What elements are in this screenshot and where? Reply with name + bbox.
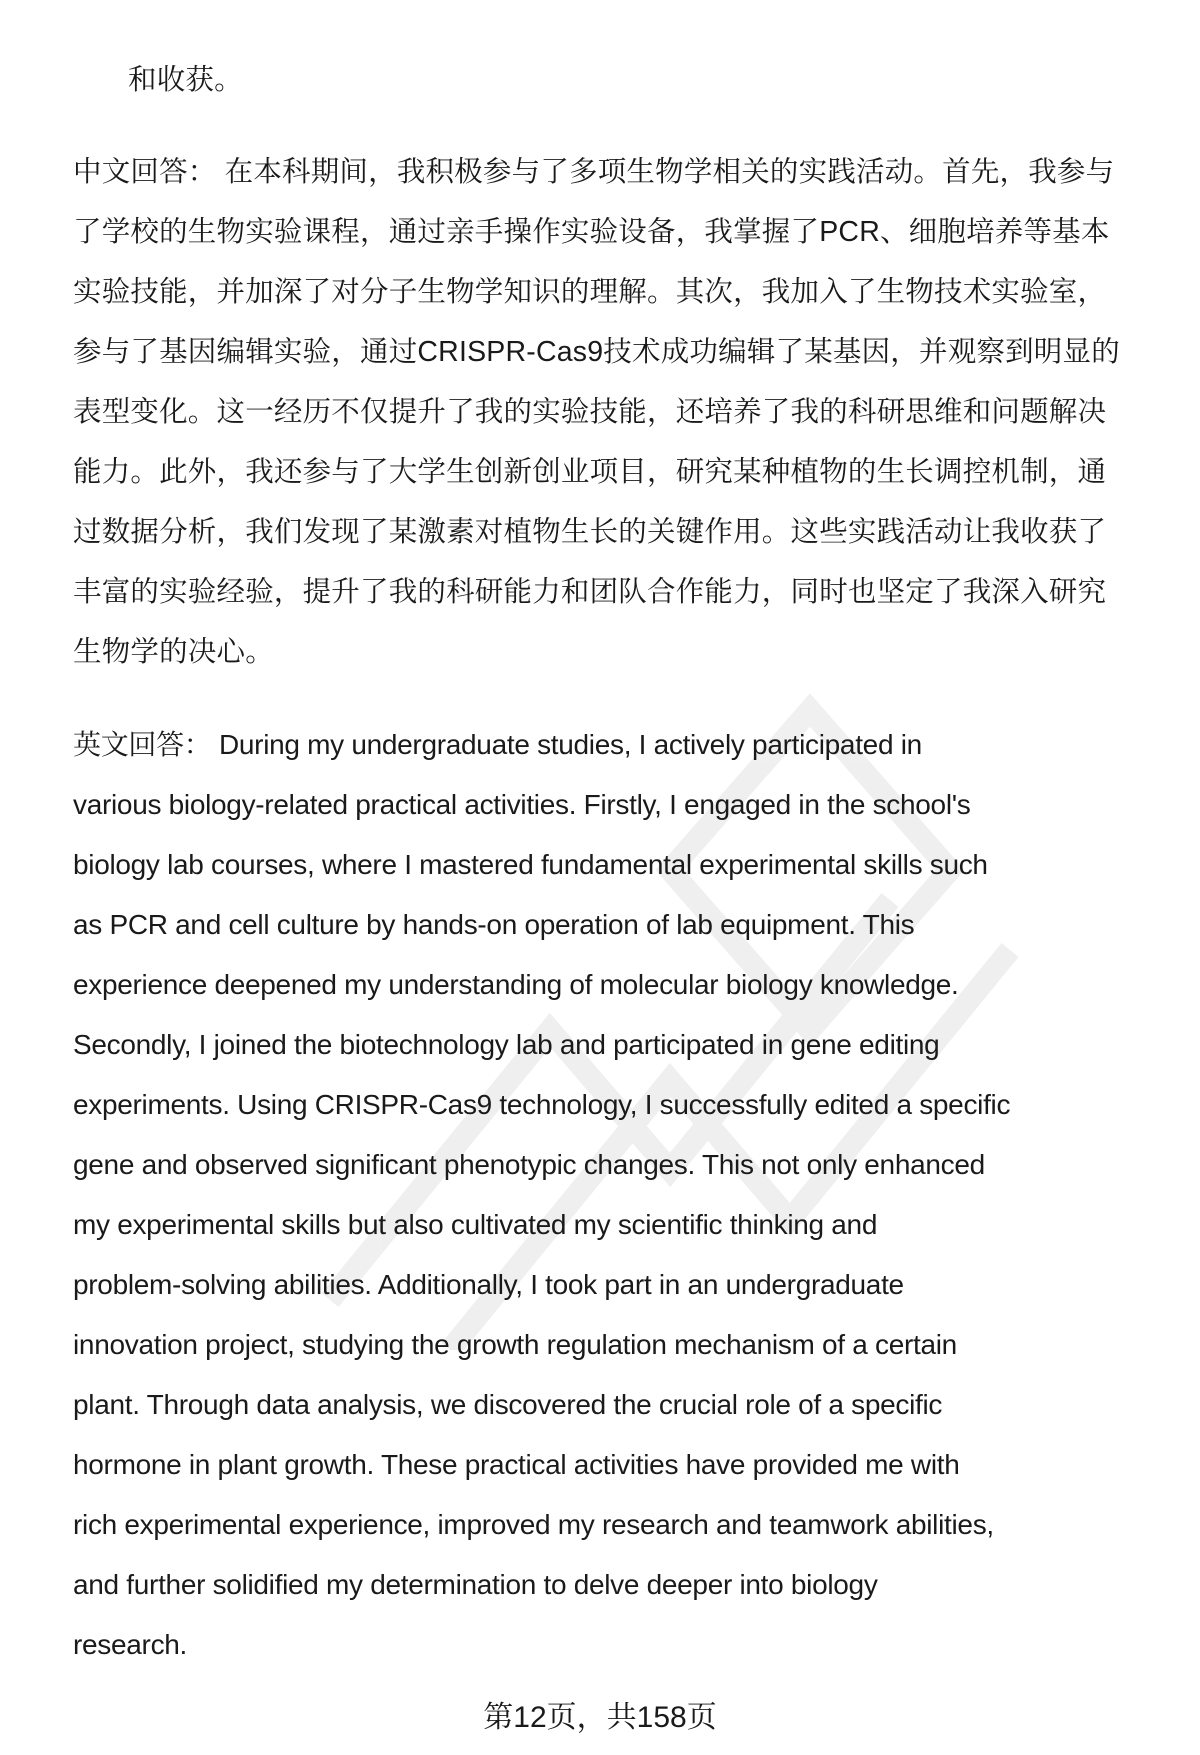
paragraph-line: as PCR and cell culture by hands-on operation of lab equipment. This	[73, 909, 915, 940]
paragraph-line: 中文回答： 在本科期间，我积极参与了多项生物学相关的实践活动。首先，我参与	[73, 156, 1115, 188]
paragraph-line: 能力。此外，我还参与了大学生创新创业项目，研究某种植物的生长调控机制，通	[73, 456, 1107, 488]
paragraph-line: innovation project, studying the growth regulation mechanism of a certain	[73, 1329, 957, 1360]
paragraph-line: 表型变化。这一经历不仅提升了我的实验技能，还培养了我的科研思维和问题解决	[73, 396, 1107, 428]
paragraph-line: problem-solving abilities. Additionally, I took part in an undergraduate	[73, 1269, 904, 1300]
paragraph-line: Secondly, I joined the biotechnology lab and participated in gene editing	[73, 1029, 940, 1060]
paragraph-line: rich experimental experience, improved my research and teamwork abilities,	[73, 1509, 994, 1540]
intro-tail: 和收获。	[128, 64, 243, 96]
paragraph-line: research.	[73, 1629, 188, 1660]
paragraph-line: plant. Through data analysis, we discovered the crucial role of a specific	[73, 1389, 943, 1420]
paragraph-line: 英文回答： During my undergraduate studies, I actively participated in	[73, 729, 922, 760]
paragraph-line: experiments. Using CRISPR-Cas9 technology, I successfully edited a specific	[73, 1089, 1011, 1120]
paragraph-line: 参与了基因编辑实验，通过CRISPR-Cas9技术成功编辑了某基因，并观察到明显的	[73, 336, 1120, 368]
paragraph-line: biology lab courses, where I mastered fundamental experimental skills such	[73, 849, 988, 880]
paragraph-line: 实验技能，并加深了对分子生物学知识的理解。其次，我加入了生物技术实验室，	[73, 276, 1107, 308]
paragraph-line: various biology-related practical activities. Firstly, I engaged in the school's	[73, 789, 971, 820]
paragraph-line: hormone in plant growth. These practical activities have provided me with	[73, 1449, 960, 1480]
paragraph-line: 过数据分析，我们发现了某激素对植物生长的关键作用。这些实践活动让我收获了	[73, 516, 1107, 548]
paragraph-line: my experimental skills but also cultivated my scientific thinking and	[73, 1209, 878, 1240]
paragraph-line: gene and observed significant phenotypic changes. This not only enhanced	[73, 1149, 985, 1180]
page-number: 第12页，共158页	[483, 1701, 717, 1734]
paragraph-line: and further solidified my determination to delve deeper into biology	[73, 1569, 878, 1600]
paragraph-line: experience deepened my understanding of molecular biology knowledge.	[73, 969, 959, 1000]
paragraph-line: 丰富的实验经验，提升了我的科研能力和团队合作能力，同时也坚定了我深入研究	[73, 576, 1107, 608]
paragraph-line: 生物学的决心。	[73, 636, 274, 668]
paragraph-line: 了学校的生物实验课程，通过亲手操作实验设备，我掌握了PCR、细胞培养等基本	[73, 216, 1110, 248]
